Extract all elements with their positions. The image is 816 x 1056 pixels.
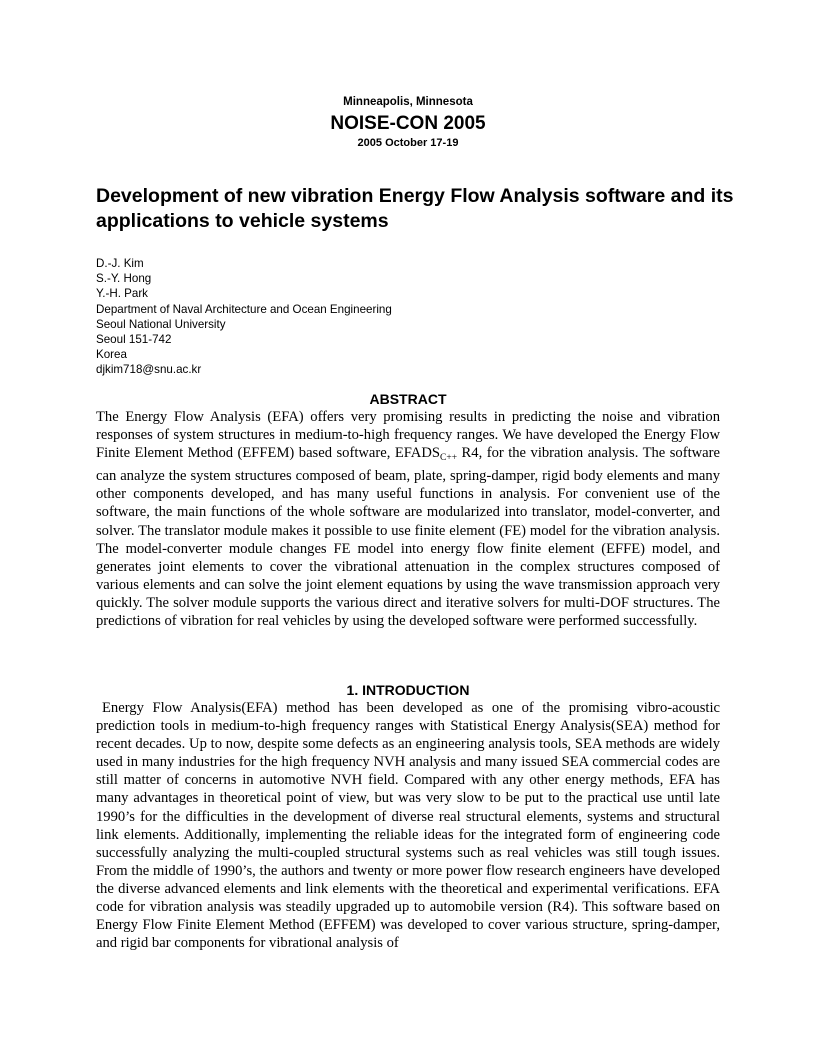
paper-title: Development of new vibration Energy Flow Analysis software and its applications to vehicle systems <box>96 185 734 232</box>
affiliation-city: Seoul 151-742 <box>96 333 172 347</box>
affiliation-country: Korea <box>96 348 127 362</box>
author-block <box>96 256 392 378</box>
affiliation-university: Seoul National University <box>96 317 226 331</box>
abstract-body <box>96 408 720 630</box>
conference-name: NOISE-CON 2005 <box>330 113 486 134</box>
conference-date: 2005 October 17-19 <box>357 137 459 149</box>
author-email: djkim718@snu.ac.kr <box>96 363 202 377</box>
conference-location: Minneapolis, Minnesota <box>343 96 473 108</box>
introduction-body: Energy Flow Analysis(EFA) method has been developed as one of the promising vibro-acoustic prediction tools in medium-to-high frequency ranges with Statistical Energy Analysis(SEA) method for recent decades. Up to now, despite some defects as an engineering analysis tools, SEA methods are widely used in many industries for the high frequency NVH analysis and many issued SEA commercial codes are still matter of concerns in automotive NVH field. Compared with any other energy methods, EFA has many advantages in theoretical point of view, but was very slow to be put to the practical use until late 1990’s for the difficulties in the development of diverse real structural elements, systems and structural link elements. Additionally, implementing the reliable ideas for the integrated form of engineering code successfully analyzing the multi-coupled structural systems such as real vehicles was still tough issues. From the middle of 1990’s, the authors and twenty or more power flow research engineers have developed the diverse advanced elements and link elements with the theoretical and experimental verifications. EFA code for vibration analysis was steadily upgraded up to automobile version (R4). This software based on Energy Flow Finite Element Method (EFFEM) was developed to cover various structure, spring-damper, and rigid bar components for vibrational analysis of <box>96 700 720 952</box>
author-name: Y.-H. Park <box>96 287 148 301</box>
abstract-heading: ABSTRACT <box>369 391 447 407</box>
author-name: D.-J. Kim <box>96 257 144 270</box>
abstract-text-part2: R4, for the vibration analysis. The software can analyze the system structures composed of beam, plate, spring-damper, rigid body elements and many other components developed, and has many useful functions in analysis. For convenient use of the software, the main functions of the whole software are modularized into translator, model-converter, and solver. The translator module makes it possible to use finite element (FE) model for the vibration analysis. The model-converter module changes FE model into energy flow finite element (EFFE) model, and generates joint elements to cover the vibrational attenuation in the complex structures composed of various elements and can solve the joint element equations by using the wave transmission approach very quickly. The solver module supports the various direct and iterative solvers for multi-DOF structures. The predictions of vibration for real vehicles by using the developed software were performed successfully. <box>96 445 720 630</box>
author-name: S.-Y. Hong <box>96 272 152 286</box>
affiliation-department: Department of Naval Architecture and Ocean Engineering <box>96 302 392 316</box>
abstract-subscript: C++ <box>440 453 458 464</box>
introduction-heading: 1. INTRODUCTION <box>346 682 470 698</box>
abstract-text-part1: The Energy Flow Analysis (EFA) offers very promising results in predicting the noise and vibration responses of system structures in medium-to-high frequency ranges. We have developed the Energy Flow Finite Element Method (EFFEM) based software, EFADS <box>96 409 720 462</box>
